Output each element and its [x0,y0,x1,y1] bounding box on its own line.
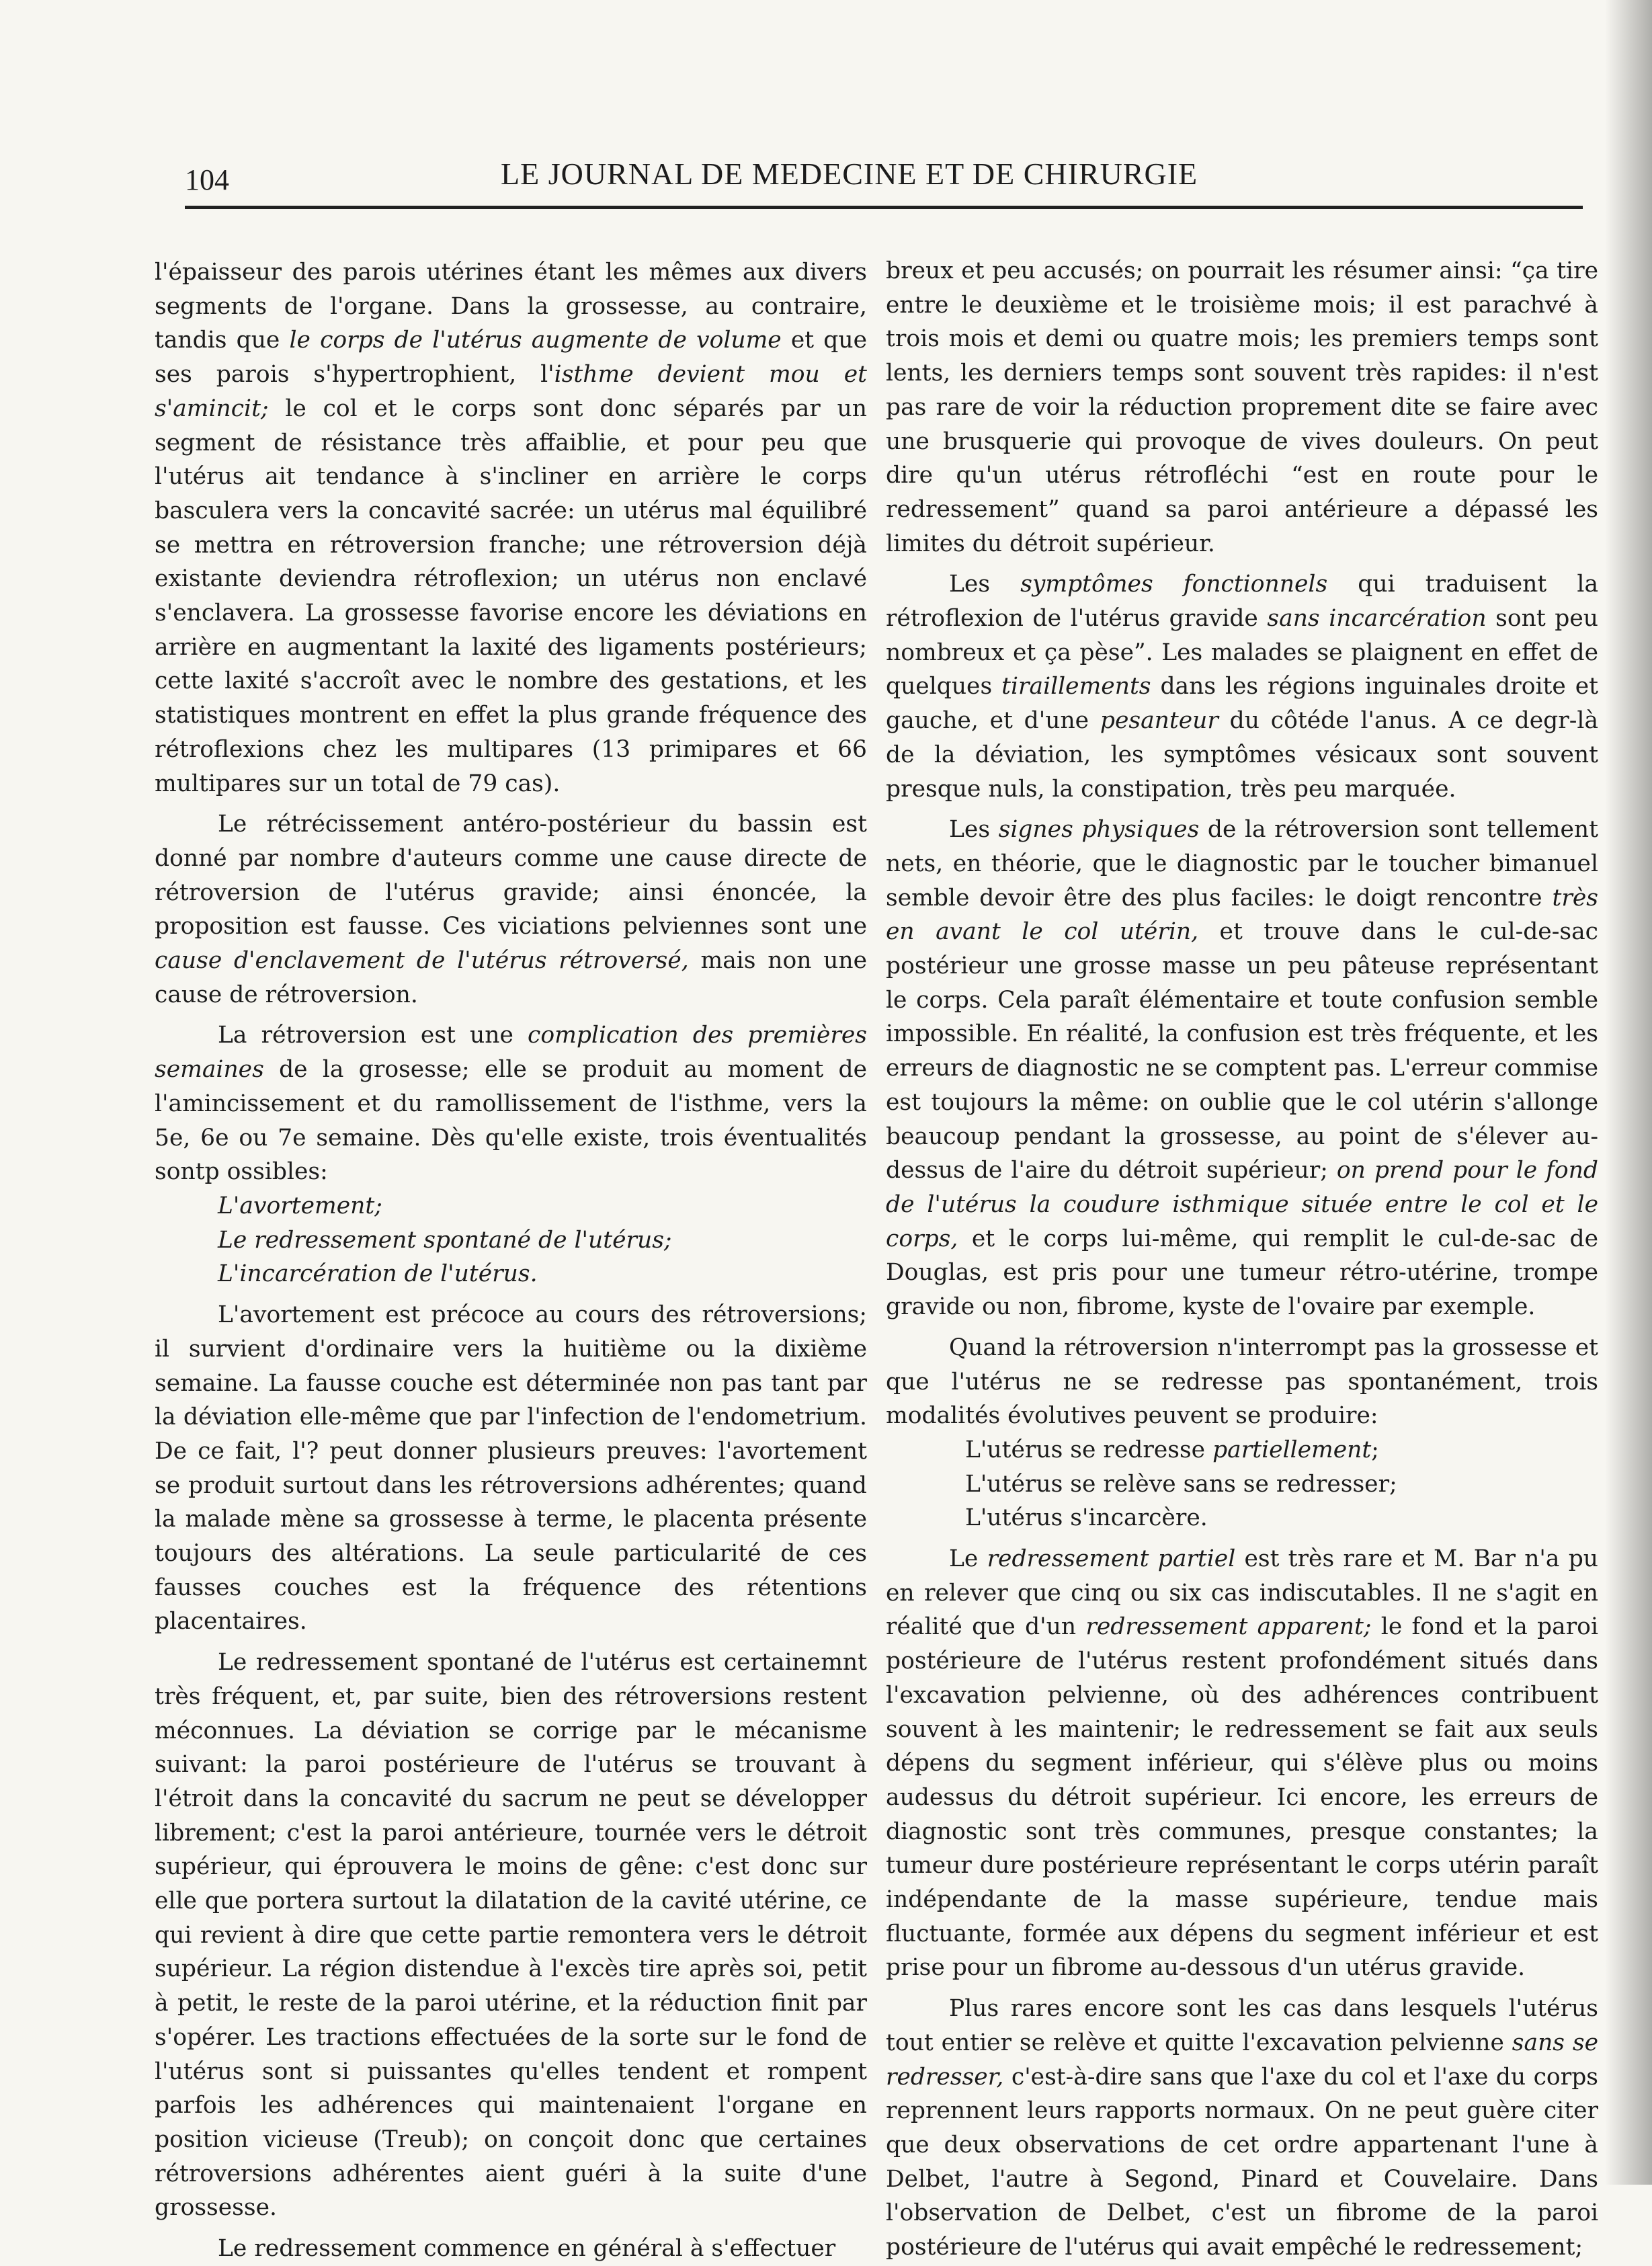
list-item [886,1501,1598,1535]
text-run: le fond et la paroi postérieure de l'utérus restent profondément situés dans l'excavation pelvienne, où des adhérences contribuent souvent à les maintenir; le redressement se fait aux seuls dépens du segment inférieur, qui s'élève plus ou moins audessus du détroit supérieur. Ici encore, les erreurs de diagnostic sont très communes, presque constantes; la tumeur dure postérieure représentant le corps utérin paraît indépendante de la masse supérieure, tendue mais fluctuante, formée aux dépens du segment inférieur et est prise pour un fibrome au-dessous d'un utérus gravide. [886,1613,1598,1982]
text-run: c'est-à-dire sans que l'axe du col et l'axe du corps reprennent leurs rapports normaux. On ne peut guère citer que deux observations de cet ordre appartenant l'une à Delbet, l'autre à Segond, Pinard et Couvelaire. Dans l'observation de Delbet, c'est un fibrome de la paroi postérieure de l'utérus qui avait empêché le redressement; [886,2063,1598,2261]
paragraph [155,255,867,801]
text-run: Les [949,571,1021,598]
text-run: breux et peu accusés; on pourrait les résumer ainsi: “ça tire entre le deuxième et le troisième mois; il est parachvé à trois mois et demi ou quatre mois; les premiers temps sont lents, les derniers temps sont souvent très rapides: il n'est pas rare de voir la réduction proprement dite se faire avec une brusquerie qui provoque de vives douleurs. On peut dire qu'un utérus rétrofléchi “est en route pour le redressement” quand sa paroi antérieure a dépassé les limites du détroit supérieur. [886,257,1598,557]
text-run: Le redressement commence en général à s'effectuer [218,2235,836,2263]
text-run: qui traduisent la rétroflexion de l'utérus gravide [886,571,1599,633]
italic-text: très en avant le col utérin, [886,884,1598,946]
list-item [886,1433,1598,1467]
text-run: mais non une cause de rétroversion. [155,947,867,1008]
right-column [886,254,1598,2265]
italic-text: sans incarcération [1267,605,1487,633]
scan-edge-shadow [1605,0,1652,2185]
text-run: La rétroversion est une [218,1022,528,1049]
text-run: Quand la rétroversion n'interrompt pas la grossesse et que l'utérus ne se redresse pas spontanément, trois modalités évolutives peuvent se produire: [886,1334,1598,1430]
page-number: 104 [185,163,229,196]
paragraph [886,1331,1598,1433]
text-run: et le corps lui-même, qui remplit le cul-de-sac de Douglas, est pris pour une tumeur rétro-utérine, trompe gravide ou non, fibrome, kyste de l'ovaire par exemple. [886,1225,1598,1321]
paragraph [155,1018,867,1189]
paragraph [886,1992,1598,2265]
text-run: L'avortement est précoce au cours des rétroversions; il survient d'ordinaire vers la huitième ou la dixième semaine. La fausse couche est déterminée non pas tant par la déviation elle-même que par l'infection de l'endometrium. De ce fait, l'? peut donner plusieurs preuves: l'avortement se produit surtout dans les rétroversions adhérentes; quand la malade mène sa grossesse à terme, le placenta présente toujours des altérations. La seule particularité de ces fausses couches est la fréquence des rétentions placentaires. [155,1301,867,1635]
italic-text: partiellement [1212,1436,1372,1463]
text-run: et que ses parois s'hypertrophient, l' [155,327,868,389]
text-run: L'incarcération de l'utérus. [218,1260,538,1288]
text-run: du côtéde l'anus. A ce degr-là de la déviation, les symptômes vésicaux sont souvent presque nuls, la constipation, très peu marquée. [886,707,1599,803]
text-run: de la rétroversion sont tellement nets, en théorie, que le diagnostic par le toucher bimanuel semble devoir être des plus faciles: le doigt rencontre [886,816,1598,912]
paragraph [155,2232,867,2266]
text-run: est très rare et M. Bar n'a pu en relever que cinq ou six cas indiscutables. Il ne s'agit en réalité que d'un [886,1545,1599,1641]
text-run: Le [949,1545,987,1573]
italic-text: le corps de l'utérus augmente de volume [289,327,782,354]
italic-text: redressement apparent; [1085,1613,1372,1641]
text-run: L'utérus se redresse [965,1436,1213,1463]
italic-text: complication des premières semaines [155,1022,867,1084]
paragraph [886,813,1598,1324]
running-title: LE JOURNAL DE MEDECINE ET DE CHIRURGIE [501,157,1198,191]
italic-text: isthme devient mou et s'amincit; [155,361,867,422]
paragraph [155,1646,867,2225]
italic-text: on prend pour le fond de l'utérus la coudure isthmique située entre le col et le corps, [886,1157,1598,1252]
header-rule [185,206,1583,209]
italic-text: tiraillements [1001,673,1151,700]
list-item [155,1189,867,1223]
text-run: le col et le corps sont donc séparés par un segment de résistance très affaiblie, et pour peu que l'utérus ait tendance à s'incliner en arrière le corps basculera vers la concavité sacrée: un utérus mal équilibré se mettra en rétroversion franche; une rétroversion déjà existante deviendra rétroflexion; un utérus non enclavé s'enclavera. La grossesse favorise encore les déviations en arrière en augmentant la laxité des ligaments postérieurs; cette laxité s'accroît avec le nombre des gestations, et les statistiques montrent en effet la plus grande fréquence des rétroflexions chez les multipares (13 primipares et 66 multipares sur un total de 79 cas). [155,395,867,797]
text-run: dans les régions inguinales droite et gauche, et d'une [886,673,1598,735]
italic-text: pesanteur [1100,707,1219,735]
paragraph [155,807,867,1012]
text-run: l'épaisseur des parois utérines étant les mêmes aux divers segments de l'organe. Dans la grossesse, au contraire, tandis que [155,259,867,354]
text-run: Les [949,816,999,844]
text-run: L'utérus s'incarcère. [965,1504,1208,1532]
text-run: L'utérus se relève sans se redresser; [965,1470,1397,1498]
italic-text: sans se redresser, [886,2029,1598,2091]
text-run: L'avortement; [218,1192,382,1219]
text-run: Le redressement spontané de l'utérus; [218,1226,672,1254]
text-run: ; [1371,1436,1379,1463]
text-run: et trouve dans le cul-de-sac postérieur une grosse masse un peu pâteuse représentant le corps. Cela paraît élémentaire et toute confusion semble impossible. En réalité, la confusion est très fréquente, et les erreurs de diagnostic ne se comptent pas. L'erreur commise est toujours la même: on oublie que le col utérin s'allonge beaucoup pendant la grossesse, au point de s'élever au-dessus de l'aire du détroit supérieur; [886,918,1598,1184]
list-item [886,1467,1598,1502]
list-item [155,1257,867,1291]
italic-text: symptômes fonctionnels [1020,571,1328,598]
paragraph [886,1542,1598,1985]
paragraph [155,1298,867,1639]
left-column [155,255,867,2266]
italic-text: cause d'enclavement de l'utérus rétroversé, [155,947,689,975]
list-item [155,1223,867,1258]
italic-text: redressement partiel [987,1545,1236,1573]
text-run: sont peu nombreux et ça pèse”. Les malades se plaignent en effet de quelques [886,605,1599,700]
text-run: Le redressement spontané de l'utérus est certainemnt très fréquent, et, par suite, bien des rétroversions restent méconnues. La déviation se corrige par le mécanisme suivant: la paroi postérieure de l'utérus se trouvant à l'étroit dans la concavité du sacrum ne peut se développer librement; c'est la paroi antérieure, tournée vers le détroit supérieur, qui éprouvera le moins de gêne: c'est donc sur elle que portera surtout la dilatation de la cavité utérine, ce qui revient à dire que cette partie remontera vers le détroit supérieur. La région distendue à l'excès tire après soi, petit à petit, le reste de la paroi utérine, et la réduction finit par s'opérer. Les tractions effectuées de la sorte sur le fond de l'utérus sont si puissantes qu'elles tendent et rompent parfois les adhérences qui maintenaient l'organe en position vicieuse (Treub); on conçoit donc que certaines rétroversions adhérentes aient guéri à la suite d'une grossesse. [155,1649,867,2222]
text-run: de la grosesse; elle se produit au moment de l'amincissement et du ramollissement de l'isthme, vers la 5e, 6e ou 7e semaine. Dès qu'elle existe, trois éventualités sontp ossibles: [155,1056,867,1186]
text-run: Plus rares encore sont les cas dans lesquels l'utérus tout entier se relève et quitte l'excavation pelvienne [886,1995,1598,2056]
paragraph [886,254,1598,561]
paragraph [886,567,1598,806]
italic-text: signes physiques [998,816,1200,844]
text-run: Le rétrécissement antéro-postérieur du bassin est donné par nombre d'auteurs comme une cause directe de rétroversion de l'utérus gravide; ainsi énoncée, la proposition est fausse. Ces viciations pelviennes sont une [155,811,867,940]
page-header [185,153,1583,200]
